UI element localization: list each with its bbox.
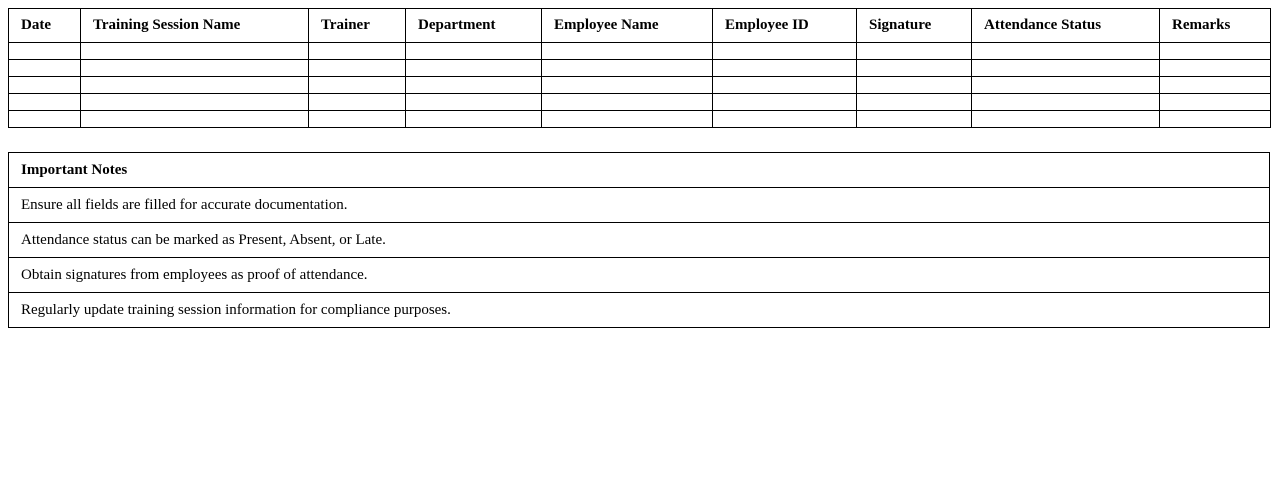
- column-header-signature: Signature: [857, 9, 972, 43]
- table-cell[interactable]: [309, 60, 406, 77]
- table-cell[interactable]: [406, 60, 542, 77]
- column-header-attendance-status: Attendance Status: [972, 9, 1160, 43]
- table-cell[interactable]: [9, 111, 81, 128]
- column-header-department: Department: [406, 9, 542, 43]
- table-cell[interactable]: [406, 94, 542, 111]
- column-header-employee-id: Employee ID: [713, 9, 857, 43]
- table-row: [9, 43, 1271, 60]
- table-cell[interactable]: [1160, 111, 1271, 128]
- table-cell[interactable]: [542, 94, 713, 111]
- attendance-table: [8, 8, 1271, 128]
- table-cell[interactable]: [542, 111, 713, 128]
- table-cell[interactable]: [81, 77, 309, 94]
- table-cell[interactable]: [857, 60, 972, 77]
- table-cell[interactable]: [713, 111, 857, 128]
- table-cell[interactable]: [309, 77, 406, 94]
- table-cell[interactable]: [972, 60, 1160, 77]
- table-cell[interactable]: [713, 77, 857, 94]
- table-row: [9, 60, 1271, 77]
- table-cell[interactable]: [857, 94, 972, 111]
- table-row: [9, 77, 1271, 94]
- table-cell[interactable]: [972, 111, 1160, 128]
- list-item: [9, 293, 1270, 328]
- table-cell[interactable]: [1160, 77, 1271, 94]
- table-cell[interactable]: [309, 111, 406, 128]
- column-header-date: Date: [9, 9, 81, 43]
- table-cell[interactable]: [713, 94, 857, 111]
- list-item: [9, 258, 1270, 293]
- note-text: Attendance status can be marked as Present, Absent, or Late.: [9, 223, 1270, 258]
- table-row: [9, 94, 1271, 111]
- table-cell[interactable]: [713, 43, 857, 60]
- table-cell[interactable]: [9, 77, 81, 94]
- list-item: [9, 223, 1270, 258]
- table-cell[interactable]: [9, 43, 81, 60]
- table-cell[interactable]: [309, 43, 406, 60]
- table-cell[interactable]: [81, 111, 309, 128]
- list-item: [9, 188, 1270, 223]
- table-cell[interactable]: [81, 43, 309, 60]
- table-cell[interactable]: [542, 60, 713, 77]
- table-cell[interactable]: [542, 43, 713, 60]
- table-cell[interactable]: [9, 60, 81, 77]
- column-header-employee-name: Employee Name: [542, 9, 713, 43]
- table-cell[interactable]: [542, 77, 713, 94]
- table-cell[interactable]: [857, 77, 972, 94]
- table-cell[interactable]: [1160, 60, 1271, 77]
- table-cell[interactable]: [406, 43, 542, 60]
- table-cell[interactable]: [713, 60, 857, 77]
- note-text: Regularly update training session information for compliance purposes.: [9, 293, 1270, 328]
- table-cell[interactable]: [406, 77, 542, 94]
- document-body: [8, 8, 1270, 328]
- table-cell[interactable]: [81, 94, 309, 111]
- column-header-training-session-name: Training Session Name: [81, 9, 309, 43]
- table-cell[interactable]: [9, 94, 81, 111]
- table-cell[interactable]: [309, 94, 406, 111]
- table-cell[interactable]: [406, 111, 542, 128]
- table-cell[interactable]: [857, 43, 972, 60]
- column-header-trainer: Trainer: [309, 9, 406, 43]
- table-cell[interactable]: [972, 43, 1160, 60]
- table-cell[interactable]: [972, 94, 1160, 111]
- table-row: [9, 111, 1271, 128]
- table-cell[interactable]: [972, 77, 1160, 94]
- table-cell[interactable]: [81, 60, 309, 77]
- notes-header-row: [9, 153, 1270, 188]
- table-cell[interactable]: [857, 111, 972, 128]
- notes-title: Important Notes: [9, 153, 1270, 188]
- note-text: Ensure all fields are filled for accurate documentation.: [9, 188, 1270, 223]
- column-header-remarks: Remarks: [1160, 9, 1271, 43]
- table-cell[interactable]: [1160, 94, 1271, 111]
- table-cell[interactable]: [1160, 43, 1271, 60]
- table-header-row: [9, 9, 1271, 43]
- important-notes-table: [8, 152, 1270, 328]
- note-text: Obtain signatures from employees as proof of attendance.: [9, 258, 1270, 293]
